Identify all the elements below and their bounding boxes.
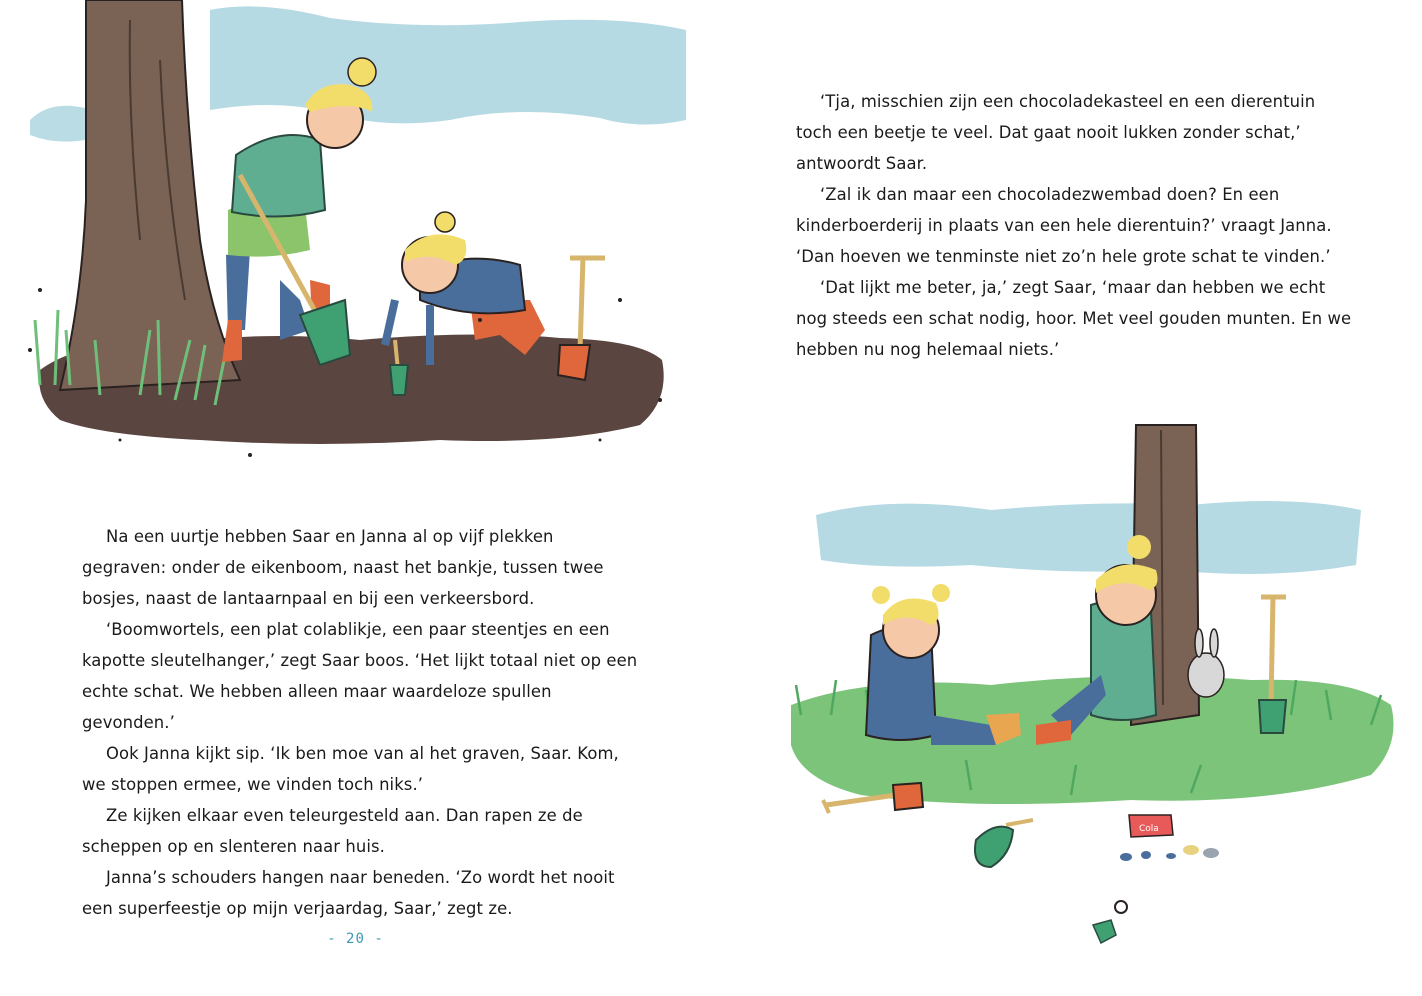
left-paragraph-3: Ook Janna kijkt sip. ‘Ik ben moe van al het graven, Saar. Kom, we stoppen ermee, we vinden toch niks.’	[82, 744, 619, 794]
right-page-text	[796, 86, 1356, 365]
pebbles	[1120, 845, 1219, 861]
left-paragraph-1: Na een uurtje hebben Saar en Janna al op vijf plekken gegraven: onder de eikenboom, naast het bankje, tussen twee bosjes, naast de lantaarnpaal en bij een verkeersbord.	[82, 527, 604, 608]
sky-wash-left	[30, 106, 85, 142]
left-page-text	[82, 521, 642, 924]
standing-spade-right	[1259, 597, 1286, 733]
sky-wash	[816, 501, 1361, 574]
digging-scene	[0, 0, 690, 470]
left-paragraph-2: ‘Boomwortels, een plat colablikje, een paar steentjes en een kapotte sleutelhanger,’ zegt Saar boos. ‘Het lijkt totaal niet op een echte schat. We hebben alleen maar waardeloze spullen gevonden.’	[82, 620, 638, 732]
resting-scene	[771, 415, 1411, 955]
right-paragraph-1: ‘Tja, misschien zijn een chocoladekasteel en een dierentuin toch een beetje te veel. Dat gaat nooit lukken zonder schat,’ antwoordt Saar.	[796, 92, 1316, 173]
left-paragraph-4: Ze kijken elkaar even teleurgesteld aan. Dan rapen ze de scheppen op en slenteren naar huis.	[82, 806, 583, 856]
left-paragraph-5: Janna’s schouders hangen naar beneden. ‘Zo wordt het nooit een superfeestje op mijn verjaardag, Saar,’ zegt ze.	[82, 868, 615, 918]
digging-illustration	[0, 0, 690, 470]
broken-keychain	[1093, 901, 1127, 943]
page-number: - 20 -	[327, 931, 384, 947]
right-page	[711, 0, 1422, 996]
dropped-trowel	[975, 820, 1033, 867]
saar-figure	[866, 584, 1021, 745]
right-paragraph-2: ‘Zal ik dan maar een chocoladezwembad doen? En een kinderboerderij in plaats van een hele dierentuin?’ vraagt Janna. ‘Dan hoeven we tenminste niet zo’n hele grote schat te vinden.’	[796, 185, 1332, 266]
right-paragraph-3: ‘Dat lijkt me beter, ja,’ zegt Saar, ‘maar dan hebben we echt nog steeds een schat nodig, hoor. Met veel gouden munten. En we hebben nu nog helemaal niets.’	[796, 278, 1352, 359]
cola-can	[1129, 815, 1173, 837]
resting-illustration	[771, 415, 1411, 955]
sky-wash	[210, 6, 686, 124]
can-label: Cola	[1139, 824, 1159, 834]
